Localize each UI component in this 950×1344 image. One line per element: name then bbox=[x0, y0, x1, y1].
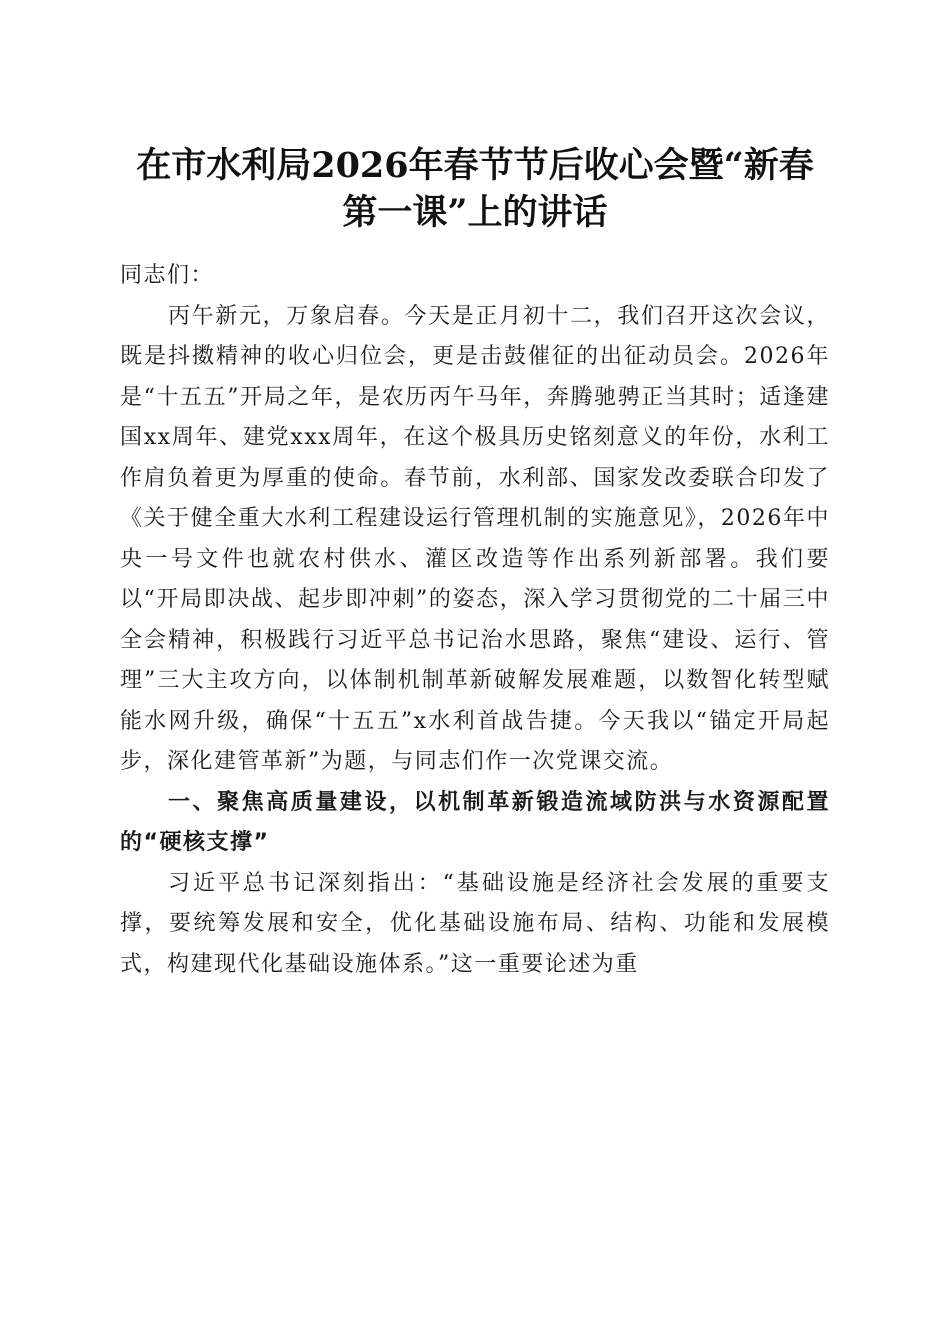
title-line-2: 第一课”上的讲话 bbox=[342, 192, 608, 233]
title-line-1: 在市水利局2026年春节节后收心会暨“新春 bbox=[136, 145, 814, 186]
salutation: 同志们： bbox=[120, 263, 215, 288]
section-heading-1: 一、聚焦高质量建设，以机制革新锻造流域防洪与水资源配置的“硬核支撑” bbox=[120, 789, 830, 855]
paragraph-section-1: 习近平总书记深刻指出：“基础设施是经济社会发展的重要支撑，要统筹发展和安全，优化基础设施布局、结构、功能和发展模式，构建现代化基础设施体系。”这一重要论述为重 bbox=[120, 870, 830, 977]
document-body bbox=[120, 256, 830, 985]
paragraph-intro: 丙午新元，万象启春。今天是正月初十二，我们召开这次会议，既是抖擞精神的收心归位会，更是击鼓催征的出征动员会。2026年是“十五五”开局之年，是农历丙午马年，奔腾驰骋正当其时；适逢建国xx周年、建党xxx周年，在这个极具历史铭刻意义的年份，水利工作肩负着更为厚重的使命。春节前，水利部、国家发改委联合印发了《关于健全重大水利工程建设运行管理机制的实施意见》，2026年中央一号文件也就农村供水、灌区改造等作出系列新部署。我们要以“开局即决战、起步即冲刺”的姿态，深入学习贯彻党的二十届三中全会精神，积极践行习近平总书记治水思路，聚焦“建设、运行、管理”三大主攻方向，以体制机制革新破解发展难题，以数智化转型赋能水网升级，确保“十五五”x水利首战告捷。今天我以“锚定开局起步，深化建管革新”为题，与同志们作一次党课交流。 bbox=[120, 303, 830, 774]
document-title bbox=[100, 142, 850, 236]
